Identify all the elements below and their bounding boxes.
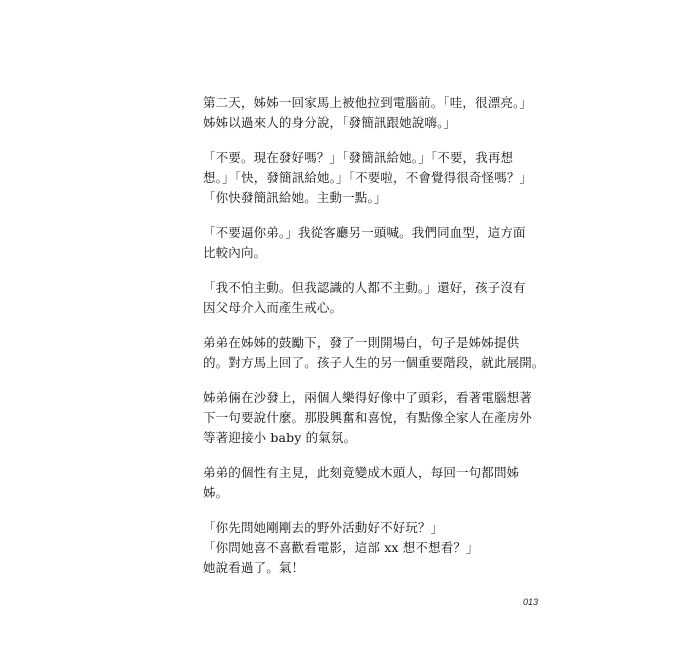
page-number: 013 bbox=[523, 597, 539, 607]
paragraph-4 bbox=[203, 278, 526, 318]
paragraph-7 bbox=[203, 463, 520, 503]
text-line: 的。對方馬上回了。孩子人生的另一個重要階段，就此展開。 bbox=[203, 355, 545, 370]
text-line: 姊弟倆在沙發上，兩個人樂得好像中了頭彩，看著電腦想著 bbox=[203, 390, 532, 405]
text-line: 姊。 bbox=[203, 485, 229, 500]
text-line: 想。」「快，發簡訊給她。」「不要啦，不會覺得很奇怪嗎？」 bbox=[203, 170, 533, 185]
paragraph-6 bbox=[203, 388, 532, 448]
text-line: 第二天，姊姊一回家馬上被他拉到電腦前。「哇，很漂亮。」 bbox=[203, 95, 533, 110]
paragraph-2 bbox=[203, 148, 533, 208]
text-line: 「你問她喜不喜歡看電影，這部 xx 想不想看？」 bbox=[203, 540, 479, 555]
text-line: 「我不怕主動。但我認識的人都不主動。」還好，孩子沒有 bbox=[203, 280, 526, 295]
paragraph-1 bbox=[203, 93, 533, 133]
text-line: 下一句要說什麼。那股興奮和喜悅，有點像全家人在產房外 bbox=[203, 410, 532, 425]
text-line: 她說看過了。氣！ bbox=[203, 560, 305, 575]
text-line: 「不要。現在發好嗎？」「發簡訊給她。」「不要，我再想 bbox=[203, 150, 514, 165]
text-line: 因父母介入而產生戒心。 bbox=[203, 300, 343, 315]
text-line: 比較內向。 bbox=[203, 245, 267, 260]
text-line: 姊姊以過來人的身分說，「發簡訊跟她說嗨。」 bbox=[203, 115, 457, 130]
text-line: 弟弟的個性有主見，此刻竟變成木頭人，每回一句都問姊 bbox=[203, 465, 520, 480]
paragraph-8 bbox=[203, 518, 508, 578]
text-line: 等著迎接小 baby 的氣氛。 bbox=[203, 430, 357, 445]
text-line: 弟弟在姊姊的鼓勵下，發了一則開場白，句子是姊姊提供 bbox=[203, 335, 520, 350]
text-line: 「不要逼你弟。」我從客廳另一頭喊。我們同血型，這方面 bbox=[203, 225, 526, 240]
body-text bbox=[203, 93, 545, 593]
text-line: 「你快發簡訊給她。主動一點。」 bbox=[203, 190, 387, 205]
paragraph-3 bbox=[203, 223, 526, 263]
text-line: 「你先問她剛剛去的野外活動好不好玩？」 bbox=[203, 520, 444, 535]
paragraph-5 bbox=[203, 333, 545, 373]
